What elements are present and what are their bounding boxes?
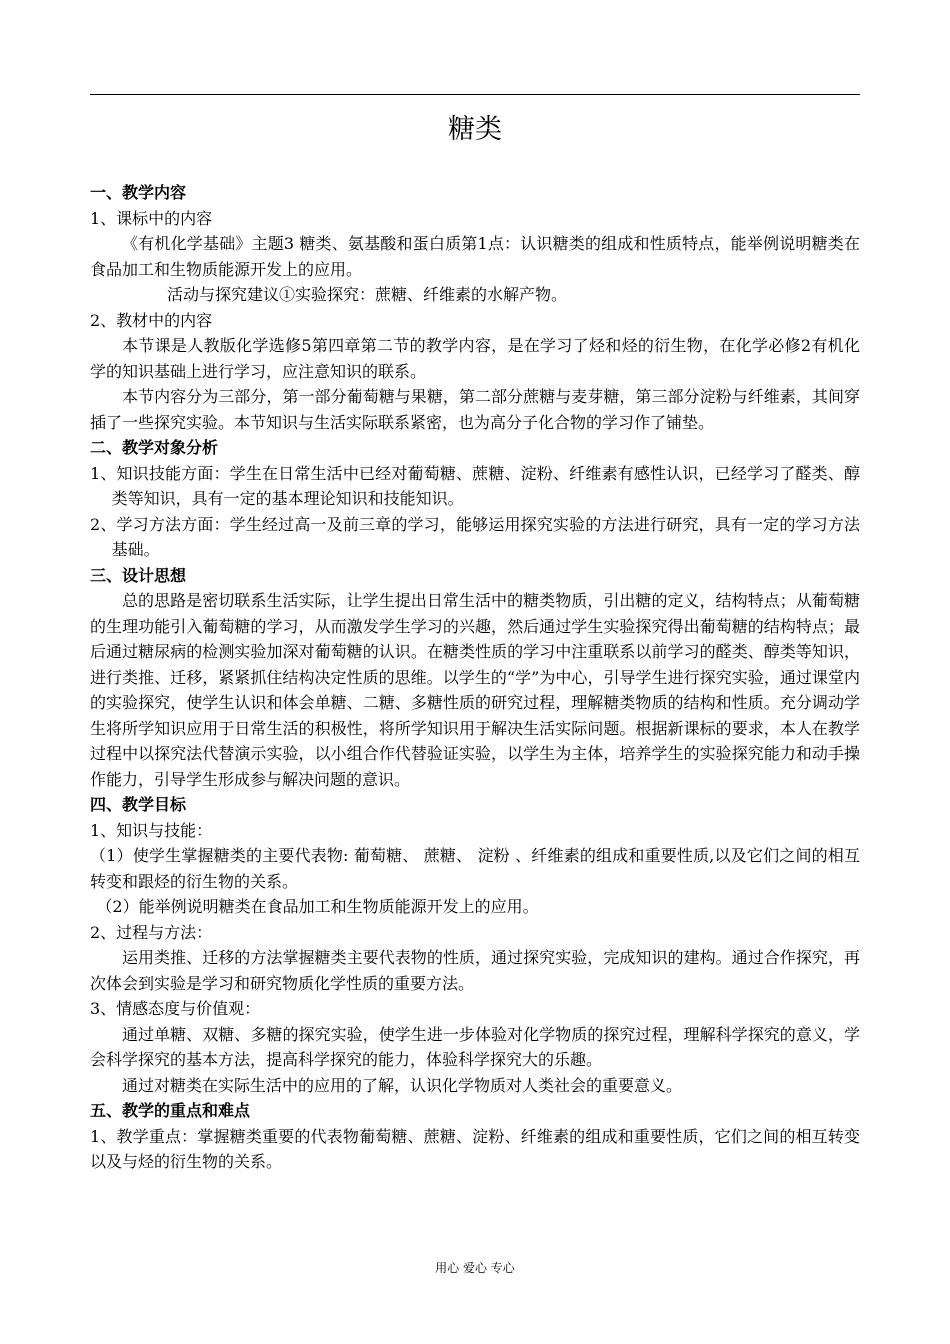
subheading-textbook: 2、教材中的内容 [90,310,213,330]
document-body [90,180,860,1175]
page-footer: 用心 爱心 专心 [435,1261,515,1275]
paragraph-objective-2: （2）能举例说明糖类在食品加工和生物质能源开发上的应用。 [96,897,539,916]
paragraph-attitude-2: 通过对糖类在实际生活中的应用的了解，认识化学物质对人类社会的重要意义。 [122,1075,683,1095]
subheading-curriculum: 1、课标中的内容 [90,208,213,228]
paragraph-knowledge-skills: 1、知识技能方面：学生在日常生活中已经对葡萄糖、蔗糖、淀粉、纤维素有感性认识，已经学习了醛类、醇类等知识，具有一定的基本理论知识和技能知识。 [90,463,860,508]
section-heading-4: 四、教学目标 [90,795,187,814]
section-heading-3: 三、设计思想 [90,565,187,585]
paragraph-key-points: 1、教学重点：掌握糖类重要的代表物葡萄糖、蔗糖、淀粉、纤维素的组成和重要性质，它们之间的相互转变以及与烃的衍生物的关系。 [90,1126,860,1171]
paragraph-curriculum: 《有机化学基础》主题3 糖类、氨基酸和蛋白质第1点：认识糖类的组成和性质特点，能举例说明糖类在食品加工和生物质能源开发上的应用。 [90,234,860,279]
paragraph-process: 运用类推、迁移的方法掌握糖类主要代表物的性质，通过探究实验，完成知识的建构。通过合作探究，再次体会到实验是学习和研究物质化学性质的重要方法。 [90,948,860,993]
subheading-knowledge: 1、知识与技能： [90,820,213,840]
section-heading-5: 五、教学的重点和难点 [90,1101,251,1120]
paragraph-textbook-2: 本节内容分为三部分，第一部分葡萄糖与果糖，第二部分蔗糖与麦芽糖，第三部分淀粉与纤维素，其间穿插了一些探究实验。本节知识与生活实际联系紧密，也为高分子化合物的学习作了铺垫。 [90,387,860,432]
section-heading-2: 二、教学对象分析 [90,438,219,457]
subheading-process: 2、过程与方法： [90,922,213,942]
paragraph-objective-1: （1）使学生掌握糖类的主要代表物: 葡萄糖、 蔗糖、 淀粉 、纤维素的组成和重要性质,以及它们之间的相互转变和跟烃的衍生物的关系。 [90,846,860,891]
paragraph-learning-methods: 2、学习方法方面：学生经过高一及前三章的学习，能够运用探究实验的方法进行研究，具有一定的学习方法基础。 [90,514,860,559]
paragraph-attitude-1: 通过单糖、双糖、多糖的探究实验，使学生进一步体验对化学物质的探究过程，理解科学探究的意义，学会科学探究的基本方法，提高科学探究的能力，体验科学探究大的乐趣。 [90,1024,860,1069]
paragraph-activity: 活动与探究建议①实验探究：蔗糖、纤维素的水解产物。 [167,285,568,304]
subheading-attitude: 3、情感态度与价值观： [90,999,261,1018]
paragraph-textbook-1: 本节课是人教版化学选修5第四章第二节的教学内容，是在学习了烃和烃的衍生物，在化学必修2有机化学的知识基础上进行学习，应注意知识的联系。 [90,336,860,381]
document-title: 糖类 [448,114,502,145]
section-heading-1: 一、教学内容 [90,183,187,202]
header-rule [90,94,860,95]
paragraph-design-idea: 总的思路是密切联系生活实际，让学生提出日常生活中的糖类物质，引出糖的定义，结构特点；从葡萄糖的生理功能引入葡萄糖的学习，从而激发学生学习的兴趣，然后通过学生实验探究得出葡萄糖的结构特点；最后通过糖尿病的检测实验加深对葡萄糖的认识。在糖类性质的学习中注重联系以前学习的醛类、醇类等知识，进行类推、迁移，紧紧抓住结构决定性质的思维。以学生的“学”为中心，引导学生进行探究实验，通过课堂内的实验探究，使学生认识和体会单糖、二糖、多糖性质的研究过程，理解糖类物质的结构和性质。充分调动学生将所学知识应用于日常生活的积极性，将所学知识用于解决生活实际问题。根据新课标的要求，本人在教学过程中以探究法代替演示实验，以小组合作代替验证实验，以学生为主体，培养学生的实验探究能力和动手操作能力，引导学生形成参与解决问题的意识。 [90,591,860,789]
